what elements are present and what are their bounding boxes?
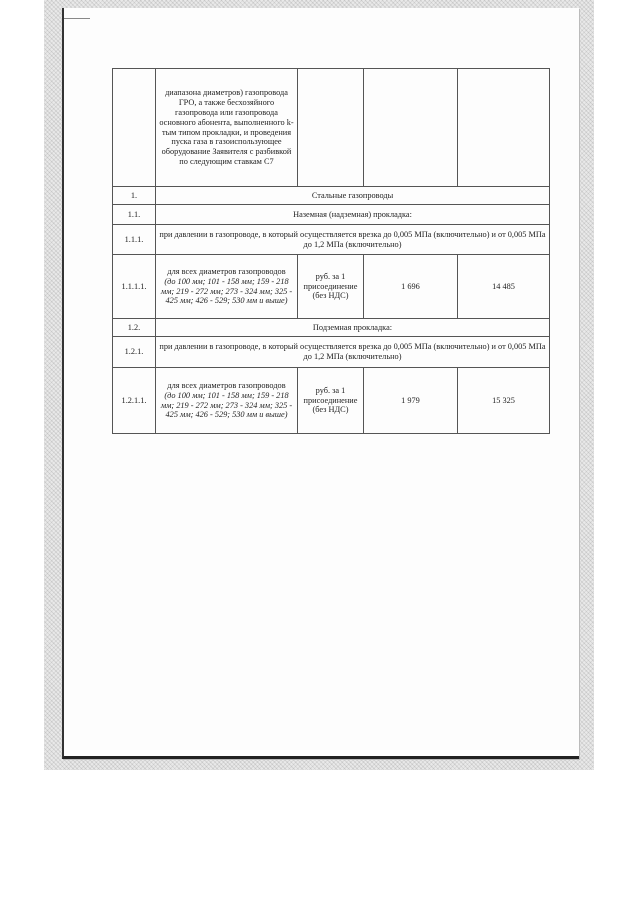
row-number-cell: 1.1.1.1.: [113, 255, 156, 319]
section-title: Стальные газопроводы: [156, 187, 550, 205]
row-number-cell: 1.1.: [113, 205, 156, 225]
description-cell: [156, 255, 298, 319]
section-title: Наземная (надземная) прокладка:: [156, 205, 550, 225]
value-cell: [364, 69, 458, 187]
section-title: Подземная прокладка:: [156, 319, 550, 337]
document-page: [62, 8, 579, 759]
tariff-table: [112, 68, 550, 434]
row-number-cell: [113, 69, 156, 187]
description-cell: диапазона диаметров) газопровода ГРО, а также бесхозяйного газопровода или газопровода основного абонента, выполненного k-тым типом прокладки, и проведения пуска газа в газоиспользующее оборудование Заявителя с разбивкой по следующим ставкам С7: [156, 69, 298, 187]
description-cell: [156, 368, 298, 434]
table-row: [113, 368, 550, 434]
value-cell: [458, 69, 550, 187]
value-cell: 15 325: [458, 368, 550, 434]
section-row: [113, 225, 550, 255]
unit-cell: руб. за 1 присоединение (без НДС): [298, 255, 364, 319]
section-row: [113, 337, 550, 368]
section-title: при давлении в газопроводе, в который осуществляется врезка до 0,005 МПа (включительно) и от 0,005 МПа до 1,2 МПа (включительно): [156, 337, 550, 368]
unit-cell: руб. за 1 присоединение (без НДС): [298, 368, 364, 434]
description-main: для всех диаметров газопроводов: [167, 380, 286, 390]
row-number-cell: 1.: [113, 187, 156, 205]
table-row: [113, 255, 550, 319]
section-row: [113, 187, 550, 205]
section-row: [113, 205, 550, 225]
value-cell: 1 696: [364, 255, 458, 319]
diameter-list: (до 100 мм; 101 - 158 мм; 159 - 218 мм; 219 - 272 мм; 273 - 324 мм; 325 - 425 мм; 426 - 529; 530 мм и выше): [160, 390, 293, 420]
description-main: для всех диаметров газопроводов: [167, 266, 286, 276]
row-number-cell: 1.2.1.: [113, 337, 156, 368]
row-number-cell: 1.2.: [113, 319, 156, 337]
table-row: [113, 69, 550, 187]
diameter-list: (до 100 мм; 101 - 158 мм; 159 - 218 мм; 219 - 272 мм; 273 - 324 мм; 325 - 425 мм; 426 - 529; 530 мм и выше): [160, 276, 293, 306]
section-title: при давлении в газопроводе, в который осуществляется врезка до 0,005 МПа (включительно) и от 0,005 МПа до 1,2 МПа (включительно): [156, 225, 550, 255]
page-mark: [64, 18, 90, 19]
row-number-cell: 1.1.1.: [113, 225, 156, 255]
section-row: [113, 319, 550, 337]
value-cell: 1 979: [364, 368, 458, 434]
row-number-cell: 1.2.1.1.: [113, 368, 156, 434]
unit-cell: [298, 69, 364, 187]
value-cell: 14 485: [458, 255, 550, 319]
